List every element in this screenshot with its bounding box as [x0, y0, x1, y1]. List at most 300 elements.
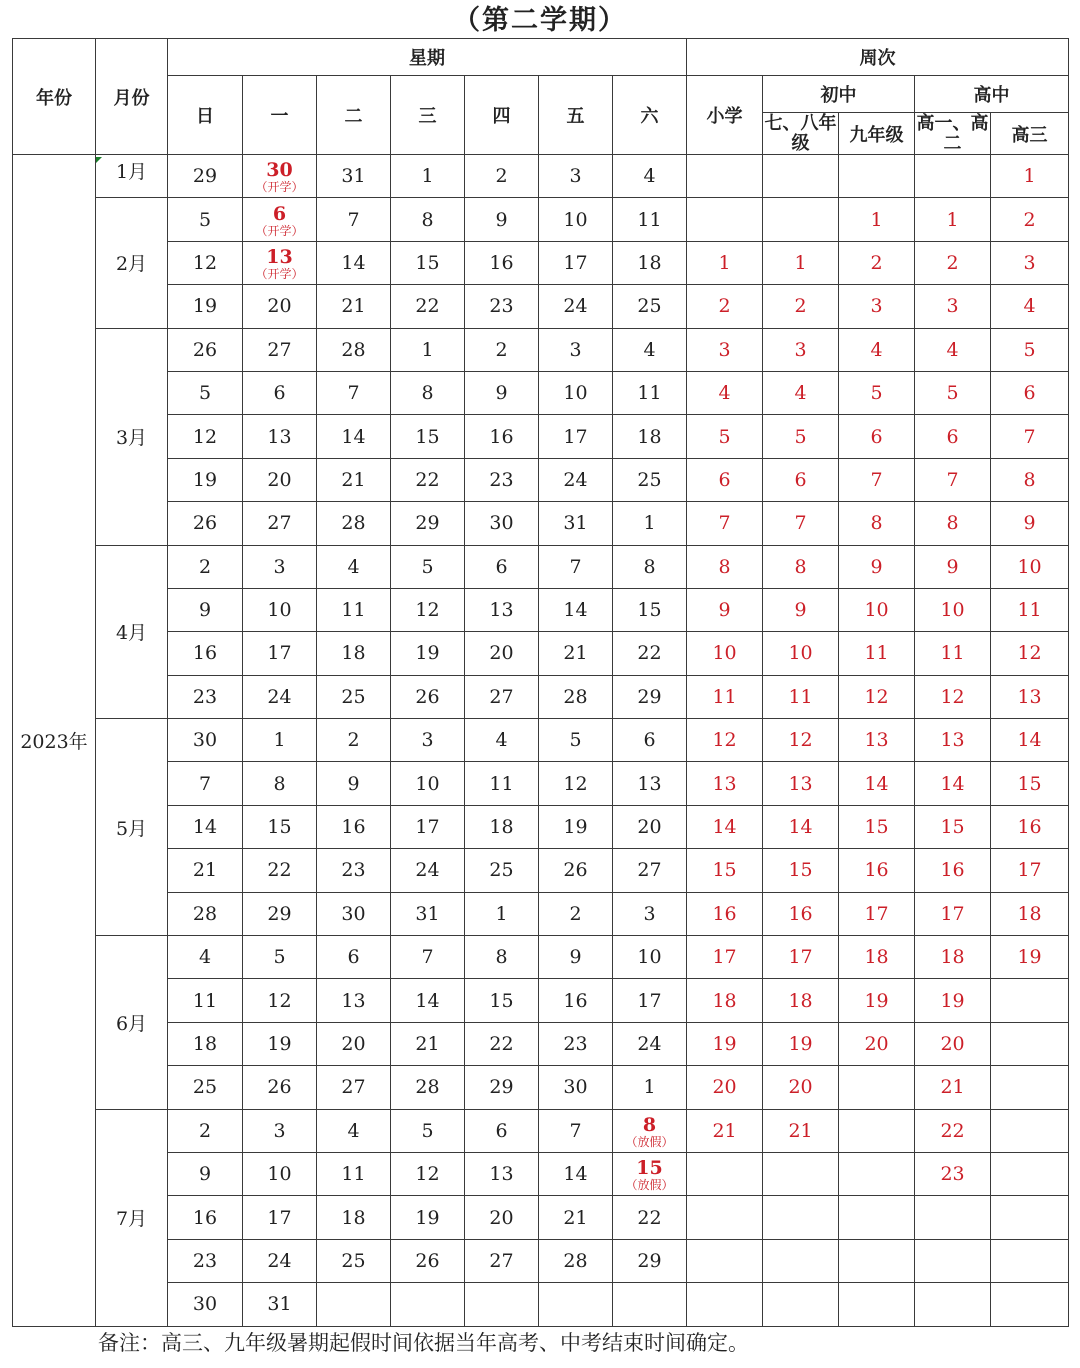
week-number-cell: 13: [687, 762, 763, 805]
day-cell: 27: [243, 328, 317, 371]
day-cell: [539, 1283, 613, 1326]
day-cell: 9: [465, 198, 539, 241]
day-cell: [317, 1283, 391, 1326]
month-cell: 6月: [96, 936, 168, 1110]
day-cell: 10: [613, 936, 687, 979]
week-number-cell: [839, 1196, 915, 1239]
day-cell: 6: [465, 545, 539, 588]
day-cell: 19: [539, 805, 613, 848]
week-number-cell: [839, 1066, 915, 1109]
day-cell: 27: [465, 1239, 539, 1282]
day-cell: 15: [391, 415, 465, 458]
day-cell: 17: [539, 415, 613, 458]
week-number-cell: 15: [687, 849, 763, 892]
month-cell: 7月: [96, 1109, 168, 1326]
day-cell: 22: [391, 285, 465, 328]
date-note: （放假）: [625, 1134, 674, 1149]
day-cell: 2: [539, 892, 613, 935]
date-note: （开学）: [255, 223, 304, 238]
day-cell: 29: [168, 155, 243, 198]
day-cell: 31: [391, 892, 465, 935]
day-cell: 2: [465, 155, 539, 198]
day-cell: [613, 1283, 687, 1326]
week-number-cell: 8: [839, 502, 915, 545]
week-number-cell: 19: [687, 1022, 763, 1065]
week-number-cell: 9: [687, 588, 763, 631]
week-number-cell: 6: [839, 415, 915, 458]
weekday-header-fri: 五: [539, 76, 613, 155]
week-number-cell: 4: [991, 285, 1069, 328]
day-cell: 1: [465, 892, 539, 935]
day-cell: 13: [613, 762, 687, 805]
day-cell: 29: [391, 502, 465, 545]
day-cell: 9: [539, 936, 613, 979]
week-number-cell: 17: [687, 936, 763, 979]
week-number-cell: 18: [915, 936, 991, 979]
day-cell: 4: [317, 545, 391, 588]
week-row: [13, 936, 1069, 979]
week-number-cell: 5: [687, 415, 763, 458]
week-number-cell: 2: [687, 285, 763, 328]
weekday-header-wed: 三: [391, 76, 465, 155]
day-cell: 4: [613, 155, 687, 198]
week-number-cell: [991, 1239, 1069, 1282]
week-number-cell: 11: [915, 632, 991, 675]
day-cell: 28: [317, 502, 391, 545]
day-cell: 27: [243, 502, 317, 545]
day-cell: 8: [391, 198, 465, 241]
day-cell: 17: [391, 805, 465, 848]
week-number-cell: 22: [915, 1109, 991, 1152]
week-number-cell: 17: [991, 849, 1069, 892]
day-cell: 8: [243, 762, 317, 805]
day-cell: 11: [613, 198, 687, 241]
cell-comment-marker: [96, 157, 102, 163]
week-number-cell: 1: [687, 241, 763, 284]
special-date: 30: [266, 159, 293, 182]
week-row: [13, 241, 1069, 284]
week-number-cell: 3: [687, 328, 763, 371]
week-number-cell: [687, 1196, 763, 1239]
day-cell: 23: [317, 849, 391, 892]
week-row: [13, 155, 1069, 198]
week-number-cell: 8: [687, 545, 763, 588]
week-number-cell: [687, 198, 763, 241]
day-cell: 8: [613, 545, 687, 588]
week-number-cell: 13: [991, 675, 1069, 718]
week-number-cell: 2: [991, 198, 1069, 241]
week-number-cell: 17: [763, 936, 839, 979]
week-row: [13, 588, 1069, 631]
day-cell: 31: [539, 502, 613, 545]
day-cell: 20: [243, 285, 317, 328]
day-cell: 30: [168, 719, 243, 762]
week-number-cell: [687, 155, 763, 198]
day-cell: 31: [243, 1283, 317, 1326]
week-number-cell: 15: [915, 805, 991, 848]
day-cell: 18: [317, 1196, 391, 1239]
week-row: [13, 892, 1069, 935]
week-row: [13, 719, 1069, 762]
day-cell: 30: [539, 1066, 613, 1109]
week-row: [13, 328, 1069, 371]
week-number-cell: [991, 1022, 1069, 1065]
day-cell: 11: [317, 1152, 391, 1195]
week-number-group-header: 周次: [687, 39, 1069, 76]
week-number-cell: 9: [915, 545, 991, 588]
day-cell: [391, 1283, 465, 1326]
day-cell: 1: [613, 502, 687, 545]
day-cell: 14: [317, 415, 391, 458]
week-number-cell: 3: [915, 285, 991, 328]
month-cell: 5月: [96, 719, 168, 936]
week-row: [13, 1283, 1069, 1326]
day-cell: 23: [465, 458, 539, 501]
day-cell: 5: [168, 371, 243, 414]
day-cell: 11: [613, 371, 687, 414]
day-cell: 9: [168, 1152, 243, 1195]
day-cell: 30: [168, 1283, 243, 1326]
day-cell: 17: [243, 1196, 317, 1239]
week-number-cell: 7: [763, 502, 839, 545]
week-number-cell: [915, 1239, 991, 1282]
weekday-group-header: 星期: [168, 39, 687, 76]
week-number-cell: 15: [991, 762, 1069, 805]
day-cell: 21: [539, 1196, 613, 1239]
day-cell: 26: [243, 1066, 317, 1109]
day-cell: 3: [243, 545, 317, 588]
day-cell: 5: [539, 719, 613, 762]
week-number-cell: 2: [839, 241, 915, 284]
day-cell: 10: [391, 762, 465, 805]
day-cell: 24: [539, 285, 613, 328]
week-number-cell: 9: [991, 502, 1069, 545]
week-number-cell: [915, 1283, 991, 1326]
day-cell: 7: [539, 1109, 613, 1152]
week-number-cell: 18: [839, 936, 915, 979]
day-cell: 25: [613, 285, 687, 328]
day-cell: 27: [613, 849, 687, 892]
week-number-cell: 11: [991, 588, 1069, 631]
day-cell: 3: [613, 892, 687, 935]
week-number-cell: 20: [687, 1066, 763, 1109]
day-cell: 23: [465, 285, 539, 328]
date-note: （放假）: [625, 1178, 674, 1193]
day-cell: 24: [391, 849, 465, 892]
day-cell: 27: [317, 1066, 391, 1109]
day-cell: 25: [317, 675, 391, 718]
week-number-cell: 20: [839, 1022, 915, 1065]
week-number-cell: 21: [763, 1109, 839, 1152]
week-row: [13, 979, 1069, 1022]
day-cell: [243, 241, 317, 284]
month-cell: 1月: [96, 155, 168, 198]
day-cell: 14: [539, 1152, 613, 1195]
week-number-cell: 20: [763, 1066, 839, 1109]
week-number-cell: [991, 979, 1069, 1022]
day-cell: 7: [391, 936, 465, 979]
year-header: 年份: [13, 39, 96, 155]
week-number-cell: 15: [763, 849, 839, 892]
week-number-cell: [687, 1152, 763, 1195]
week-number-cell: [839, 1283, 915, 1326]
day-cell: 14: [168, 805, 243, 848]
day-cell: 26: [391, 1239, 465, 1282]
week-number-cell: 19: [763, 1022, 839, 1065]
day-cell: 6: [317, 936, 391, 979]
week-number-cell: [839, 155, 915, 198]
day-cell: 4: [613, 328, 687, 371]
week-row: [13, 415, 1069, 458]
day-cell: 16: [168, 1196, 243, 1239]
week-number-cell: 12: [991, 632, 1069, 675]
week-row: [13, 198, 1069, 241]
week-row: [13, 502, 1069, 545]
special-date: 8: [642, 1113, 657, 1136]
week-row: [13, 805, 1069, 848]
special-date: 15: [636, 1157, 663, 1180]
week-number-cell: 4: [915, 328, 991, 371]
day-cell: 5: [168, 198, 243, 241]
month-cell: 3月: [96, 328, 168, 545]
week-number-cell: 23: [915, 1152, 991, 1195]
week-number-cell: 4: [687, 371, 763, 414]
week-number-cell: 3: [839, 285, 915, 328]
day-cell: 9: [168, 588, 243, 631]
week-row: [13, 545, 1069, 588]
day-cell: 11: [168, 979, 243, 1022]
month-cell: 4月: [96, 545, 168, 719]
week-number-cell: 10: [763, 632, 839, 675]
week-number-cell: 11: [687, 675, 763, 718]
weekday-header-mon: 一: [243, 76, 317, 155]
day-cell: 15: [613, 588, 687, 631]
week-row: [13, 458, 1069, 501]
week-number-cell: 19: [991, 936, 1069, 979]
day-cell: 1: [613, 1066, 687, 1109]
day-cell: 2: [317, 719, 391, 762]
day-cell: 11: [317, 588, 391, 631]
day-cell: 26: [168, 328, 243, 371]
week-number-cell: 12: [839, 675, 915, 718]
day-cell: 7: [168, 762, 243, 805]
day-cell: 18: [317, 632, 391, 675]
year-cell: 2023年: [13, 155, 96, 1327]
week-number-cell: [991, 1109, 1069, 1152]
week-number-cell: [839, 1109, 915, 1152]
week-number-cell: 1: [839, 198, 915, 241]
day-cell: 13: [243, 415, 317, 458]
week-number-cell: 10: [839, 588, 915, 631]
week-number-cell: 7: [991, 415, 1069, 458]
week-number-cell: 5: [763, 415, 839, 458]
special-date: 13: [266, 245, 293, 268]
week-number-cell: 7: [915, 458, 991, 501]
footnote: 备注：高三、九年级暑期起假时间依据当年高考、中考结束时间确定。: [98, 1331, 749, 1355]
day-cell: 30: [317, 892, 391, 935]
week-number-cell: 10: [687, 632, 763, 675]
day-cell: 16: [539, 979, 613, 1022]
day-cell: [613, 1109, 687, 1152]
week-number-cell: 12: [687, 719, 763, 762]
day-cell: 13: [317, 979, 391, 1022]
day-cell: 3: [243, 1109, 317, 1152]
day-cell: 15: [465, 979, 539, 1022]
week-number-cell: 6: [991, 371, 1069, 414]
weekday-header-tue: 二: [317, 76, 391, 155]
day-cell: 28: [168, 892, 243, 935]
week-number-cell: [915, 155, 991, 198]
week-number-cell: [763, 1239, 839, 1282]
week-number-cell: 4: [763, 371, 839, 414]
day-cell: 7: [317, 198, 391, 241]
page-title: （第二学期）: [453, 5, 627, 36]
day-cell: 22: [613, 1196, 687, 1239]
day-cell: 15: [243, 805, 317, 848]
day-cell: 9: [465, 371, 539, 414]
day-cell: 3: [539, 328, 613, 371]
day-cell: 5: [243, 936, 317, 979]
day-cell: 3: [391, 719, 465, 762]
day-cell: 8: [391, 371, 465, 414]
day-cell: 18: [465, 805, 539, 848]
week-number-cell: 18: [763, 979, 839, 1022]
week-number-cell: 7: [687, 502, 763, 545]
day-cell: 19: [243, 1022, 317, 1065]
day-cell: 17: [243, 632, 317, 675]
week-number-cell: [839, 1152, 915, 1195]
day-cell: 2: [168, 1109, 243, 1152]
day-cell: 25: [613, 458, 687, 501]
week-number-cell: 11: [839, 632, 915, 675]
date-note: （开学）: [255, 266, 304, 281]
week-number-cell: 10: [915, 588, 991, 631]
week-number-cell: 1: [915, 198, 991, 241]
month-header: 月份: [96, 39, 168, 155]
week-number-cell: 2: [763, 285, 839, 328]
day-cell: 21: [391, 1022, 465, 1065]
day-cell: [243, 155, 317, 198]
day-cell: 23: [539, 1022, 613, 1065]
day-cell: 29: [613, 1239, 687, 1282]
week-number-cell: [763, 1152, 839, 1195]
day-cell: 10: [243, 588, 317, 631]
day-cell: 19: [168, 458, 243, 501]
week-number-cell: 14: [915, 762, 991, 805]
day-cell: 5: [391, 1109, 465, 1152]
week-number-cell: 2: [915, 241, 991, 284]
day-cell: 26: [539, 849, 613, 892]
day-cell: 2: [465, 328, 539, 371]
day-cell: 9: [317, 762, 391, 805]
week-number-cell: [915, 1196, 991, 1239]
day-cell: 31: [317, 155, 391, 198]
day-cell: 18: [613, 241, 687, 284]
day-cell: 17: [539, 241, 613, 284]
primary-school-header: 小学: [687, 76, 763, 155]
day-cell: 20: [465, 632, 539, 675]
day-cell: 29: [613, 675, 687, 718]
week-number-cell: 4: [839, 328, 915, 371]
day-cell: 19: [391, 632, 465, 675]
week-row: [13, 1239, 1069, 1282]
day-cell: 5: [391, 545, 465, 588]
week-number-cell: 11: [763, 675, 839, 718]
week-number-cell: 19: [839, 979, 915, 1022]
week-number-cell: [839, 1239, 915, 1282]
day-cell: 12: [168, 241, 243, 284]
week-number-cell: 6: [915, 415, 991, 458]
day-cell: [465, 1283, 539, 1326]
day-cell: 16: [317, 805, 391, 848]
day-cell: 19: [391, 1196, 465, 1239]
day-cell: 12: [391, 1152, 465, 1195]
week-number-cell: 5: [991, 328, 1069, 371]
week-row: [13, 371, 1069, 414]
week-number-cell: [991, 1283, 1069, 1326]
week-number-cell: 16: [915, 849, 991, 892]
day-cell: 21: [317, 285, 391, 328]
day-cell: 20: [243, 458, 317, 501]
day-cell: 4: [317, 1109, 391, 1152]
week-number-cell: 12: [763, 719, 839, 762]
day-cell: 27: [465, 675, 539, 718]
week-row: [13, 285, 1069, 328]
day-cell: 22: [243, 849, 317, 892]
day-cell: 10: [539, 371, 613, 414]
day-cell: 20: [317, 1022, 391, 1065]
day-cell: 21: [317, 458, 391, 501]
day-cell: 12: [168, 415, 243, 458]
week-number-cell: 13: [915, 719, 991, 762]
day-cell: 14: [317, 241, 391, 284]
day-cell: 2: [168, 545, 243, 588]
day-cell: 24: [613, 1022, 687, 1065]
week-number-cell: 9: [839, 545, 915, 588]
week-number-cell: 20: [915, 1022, 991, 1065]
day-cell: 15: [391, 241, 465, 284]
week-number-cell: 17: [915, 892, 991, 935]
week-number-cell: 16: [839, 849, 915, 892]
day-cell: 22: [391, 458, 465, 501]
day-cell: 19: [168, 285, 243, 328]
day-cell: 22: [613, 632, 687, 675]
week-row: [13, 1066, 1069, 1109]
week-number-cell: 18: [991, 892, 1069, 935]
week-number-cell: 13: [839, 719, 915, 762]
day-cell: 1: [243, 719, 317, 762]
week-number-cell: 14: [839, 762, 915, 805]
day-cell: 18: [168, 1022, 243, 1065]
day-cell: 22: [465, 1022, 539, 1065]
day-cell: 4: [168, 936, 243, 979]
day-cell: 28: [317, 328, 391, 371]
day-cell: 28: [539, 1239, 613, 1282]
week-number-cell: 13: [763, 762, 839, 805]
week-number-cell: 1: [763, 241, 839, 284]
week-number-cell: 17: [839, 892, 915, 935]
week-number-cell: 3: [991, 241, 1069, 284]
day-cell: 10: [539, 198, 613, 241]
day-cell: 12: [243, 979, 317, 1022]
week-number-cell: 1: [991, 155, 1069, 198]
week-number-cell: 9: [763, 588, 839, 631]
day-cell: 16: [465, 415, 539, 458]
day-cell: [243, 198, 317, 241]
day-cell: 16: [168, 632, 243, 675]
day-cell: 23: [168, 675, 243, 718]
calendar-body: [13, 155, 1069, 1327]
